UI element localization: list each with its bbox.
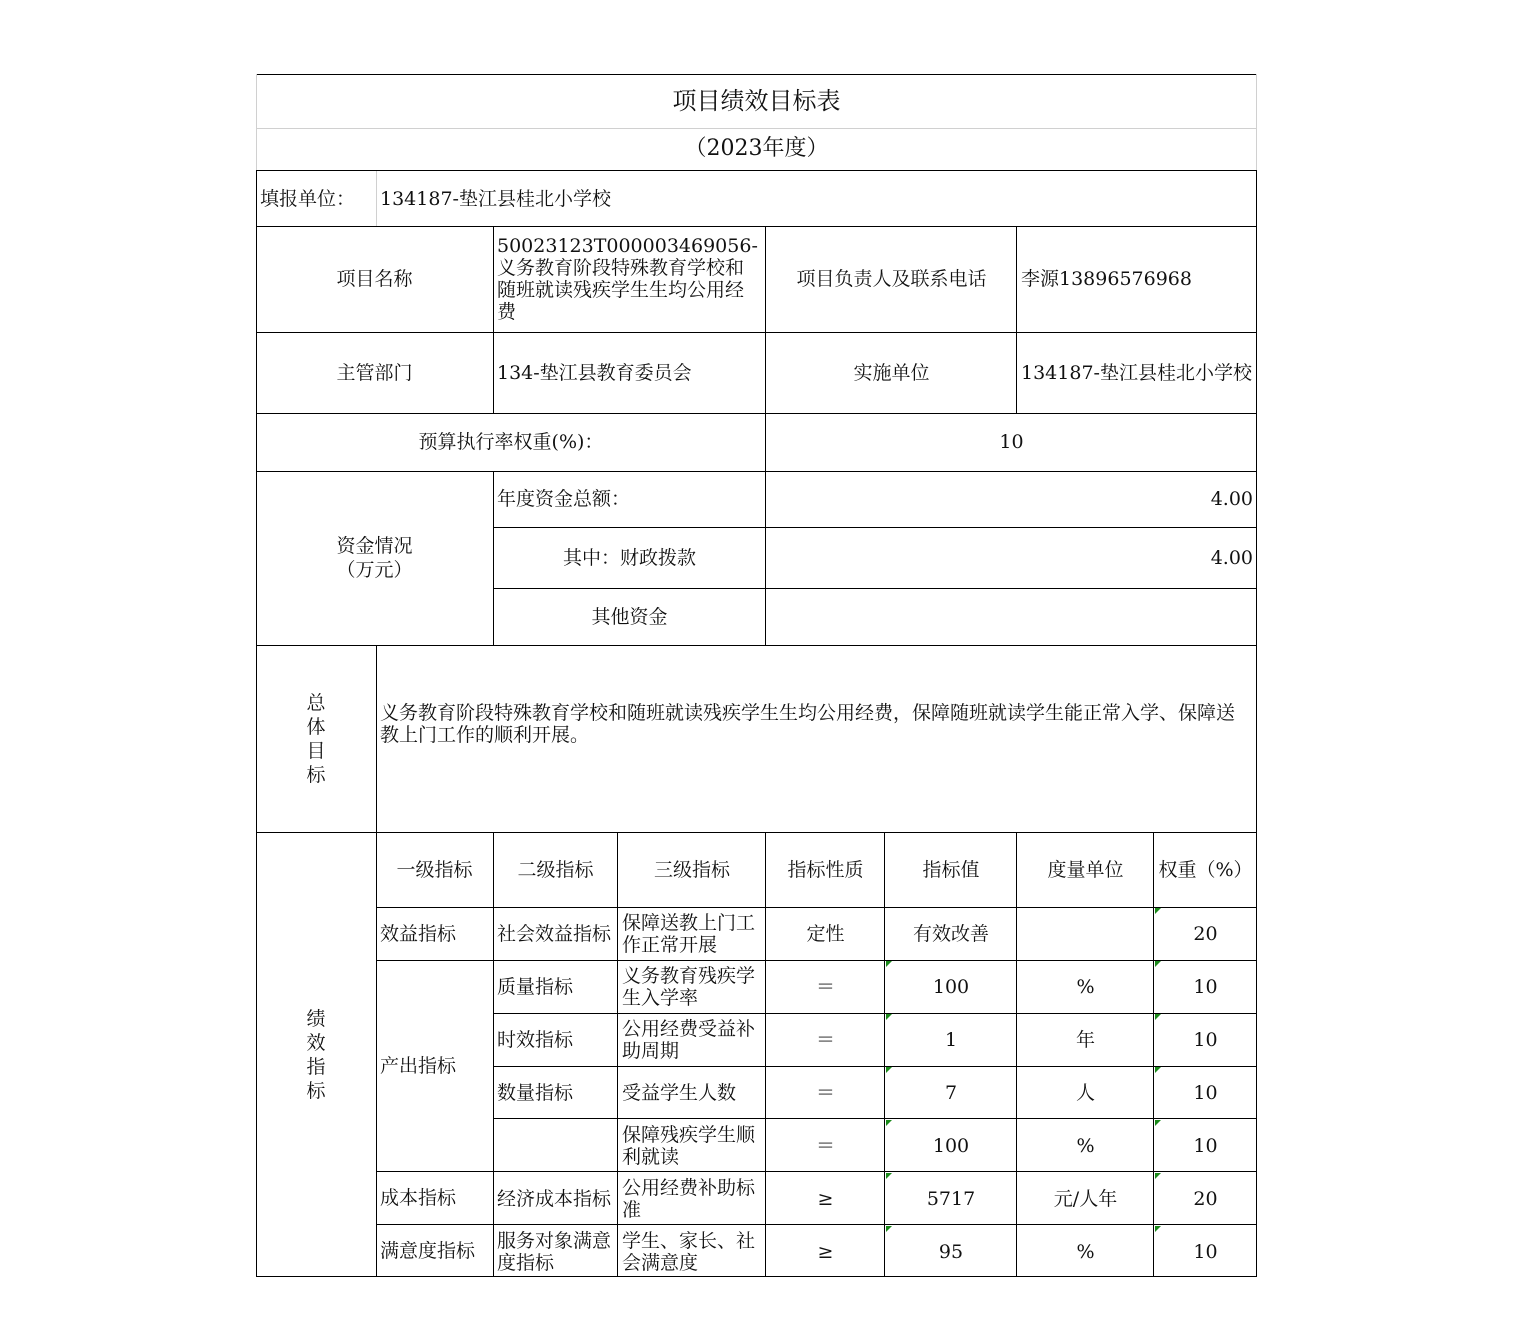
cell-marker	[1155, 908, 1161, 914]
project-name-label: 项目名称	[336, 268, 413, 290]
grid-line	[256, 332, 1257, 333]
indicator-unit: 人	[1075, 1081, 1095, 1104]
indicator-nature: ≥	[817, 1240, 834, 1263]
indicator-level2: 社会效益指标	[497, 922, 612, 945]
indicators-label	[256, 832, 376, 1277]
funds-other-value	[766, 588, 1257, 645]
cell-marker	[1155, 1014, 1161, 1020]
grid-line	[376, 1171, 1257, 1172]
grid-line	[256, 413, 1257, 414]
indicator-value: 5717	[926, 1187, 976, 1210]
funds-label	[256, 471, 493, 645]
grid-line	[256, 832, 1257, 833]
indicator-value: 有效改善	[912, 922, 989, 945]
goal-label	[256, 645, 376, 832]
indicator-nature: ＝	[815, 975, 835, 998]
goal-label-char: 标	[306, 763, 326, 786]
indicator-unit	[1017, 907, 1154, 960]
header-value: 指标值	[922, 858, 980, 881]
grid-line	[256, 645, 1257, 646]
grid-line	[376, 1224, 1257, 1225]
grid-line	[493, 1013, 1257, 1014]
performance-target-table	[256, 74, 1257, 1277]
grid-line	[256, 471, 1257, 472]
impl-unit-label: 实施单位	[853, 361, 930, 384]
indicator-weight: 10	[1193, 1081, 1218, 1104]
cell-marker	[1155, 961, 1161, 967]
grid-line	[1153, 832, 1154, 1277]
grid-line	[256, 74, 257, 171]
indicator-value: 7	[944, 1081, 958, 1104]
indicator-unit: %	[1076, 1240, 1095, 1263]
indicator-unit: 元/人年	[1053, 1187, 1118, 1210]
grid-line	[1256, 74, 1257, 171]
header-level1: 一级指标	[396, 858, 473, 881]
grid-line	[376, 171, 377, 226]
indicator-weight: 10	[1193, 1028, 1218, 1051]
table-title: 项目绩效目标表	[672, 87, 841, 115]
grid-line	[256, 170, 1257, 171]
funds-label-line2: （万元）	[336, 559, 413, 581]
budget-weight-label: 预算执行率权重(%)：	[418, 431, 604, 453]
indicator-level2: 服务对象满意度指标	[497, 1229, 612, 1274]
grid-line	[765, 832, 766, 1277]
indicators-label-char: 效	[306, 1031, 326, 1054]
indicator-nature: ＝	[815, 1081, 835, 1104]
header-level2: 二级指标	[517, 858, 594, 881]
cell-marker	[1155, 1120, 1161, 1126]
grid-line	[493, 471, 494, 645]
budget-weight-value: 10	[999, 431, 1024, 453]
grid-line	[493, 1118, 1257, 1119]
header-level3: 三级指标	[653, 858, 730, 881]
indicator-nature: ≥	[817, 1187, 834, 1210]
grid-line	[493, 527, 1257, 528]
indicator-level3: 义务教育残疾学生入学率	[622, 964, 756, 1009]
grid-line	[256, 74, 1257, 75]
indicator-unit: %	[1076, 1134, 1095, 1157]
indicator-nature: 定性	[806, 922, 845, 945]
cell-marker	[886, 1120, 892, 1126]
indicator-value: 1	[944, 1028, 958, 1051]
reporting-unit-label: 填报单位：	[260, 187, 356, 210]
cell-marker	[886, 1014, 892, 1020]
grid-line	[765, 471, 766, 645]
cell-marker	[886, 1173, 892, 1179]
goal-label-char: 总	[306, 691, 326, 714]
indicator-weight: 10	[1193, 1134, 1218, 1157]
grid-line	[256, 170, 257, 1277]
indicator-level3: 保障残疾学生顺利就读	[622, 1123, 756, 1168]
level1-benefit: 效益指标	[380, 922, 457, 945]
level1-satisfaction: 满意度指标	[380, 1239, 476, 1262]
grid-line	[1016, 226, 1017, 413]
grid-line	[256, 128, 1257, 129]
funds-total-value: 4.00	[1210, 488, 1253, 510]
cell-marker	[1155, 1226, 1161, 1232]
cell-marker	[886, 961, 892, 967]
level1-output: 产出指标	[380, 1054, 457, 1077]
indicator-nature: ＝	[815, 1134, 835, 1157]
indicator-level2: 经济成本指标	[497, 1187, 612, 1210]
indicator-level2: 数量指标	[497, 1081, 574, 1104]
indicator-level2	[493, 1119, 618, 1172]
funds-fiscal-label: 其中：财政拨款	[562, 546, 696, 569]
indicator-value: 100	[932, 1134, 970, 1157]
indicator-level3: 受益学生人数	[622, 1081, 737, 1104]
grid-line	[617, 832, 618, 1277]
indicator-level3: 公用经费受益补助周期	[622, 1017, 756, 1062]
cell-marker	[1155, 1173, 1161, 1179]
level1-cost: 成本指标	[380, 1186, 457, 1209]
cell-marker	[886, 1067, 892, 1073]
funds-other-label: 其他资金	[591, 605, 668, 628]
indicator-level2: 质量指标	[497, 975, 574, 998]
grid-line	[1256, 170, 1257, 1277]
indicator-weight: 20	[1193, 922, 1218, 945]
grid-line	[493, 588, 1257, 589]
project-name-value: 50023123T000003469056-义务教育阶段特殊教育学校和随班就读残疾学生生均公用经费	[497, 235, 758, 323]
indicator-level2: 时效指标	[497, 1028, 574, 1051]
indicator-weight: 10	[1193, 1240, 1218, 1263]
indicator-unit: 年	[1075, 1028, 1095, 1051]
grid-line	[493, 226, 494, 413]
project-leader-label: 项目负责人及联系电话	[796, 268, 987, 290]
indicator-level3: 公用经费补助标准	[622, 1176, 756, 1221]
indicator-level3: 学生、家长、社会满意度	[622, 1229, 756, 1274]
grid-line	[256, 226, 1257, 227]
indicator-level3: 保障送教上门工作正常开展	[622, 911, 756, 956]
header-nature: 指标性质	[787, 858, 864, 881]
indicators-label-char: 标	[306, 1079, 326, 1102]
indicator-value: 100	[932, 975, 970, 998]
funds-total-label: 年度资金总额：	[497, 488, 631, 510]
header-unit: 度量单位	[1047, 858, 1124, 881]
goal-label-char: 体	[306, 715, 326, 738]
grid-line	[256, 1276, 1257, 1277]
dept-label: 主管部门	[336, 361, 413, 384]
grid-line	[1016, 832, 1017, 1277]
grid-line	[493, 1066, 1257, 1067]
goal-text: 义务教育阶段特殊教育学校和随班就读残疾学生生均公用经费，保障随班就读学生能正常入学、保障送教上门工作的顺利开展。	[380, 701, 1236, 746]
grid-line	[765, 226, 766, 413]
grid-line	[376, 907, 1257, 908]
grid-line	[765, 413, 766, 471]
table-year: （2023年度）	[684, 136, 829, 161]
grid-line	[376, 645, 377, 832]
grid-line	[376, 960, 1257, 961]
indicator-unit: %	[1076, 975, 1095, 998]
goal-label-char: 目	[306, 739, 326, 762]
grid-line	[884, 832, 885, 1277]
cell-marker	[886, 1226, 892, 1232]
reporting-unit-value: 134187-垫江县桂北小学校	[380, 187, 611, 210]
grid-line	[376, 832, 377, 1277]
indicator-weight: 20	[1193, 1187, 1218, 1210]
grid-line	[493, 832, 494, 1277]
cell-marker	[1155, 1067, 1161, 1073]
funds-label-line1: 资金情况	[336, 535, 413, 557]
funds-fiscal-value: 4.00	[1210, 546, 1253, 569]
indicators-label-char: 绩	[306, 1007, 326, 1030]
indicator-nature: ＝	[815, 1028, 835, 1051]
indicator-weight: 10	[1193, 975, 1218, 998]
indicator-value: 95	[938, 1240, 964, 1263]
project-leader-value: 李源13896576968	[1021, 268, 1192, 290]
impl-unit-value: 134187-垫江县桂北小学校	[1021, 361, 1252, 384]
header-weight: 权重（%）	[1158, 858, 1253, 881]
dept-value: 134-垫江县教育委员会	[497, 361, 692, 384]
indicators-label-char: 指	[306, 1055, 326, 1078]
